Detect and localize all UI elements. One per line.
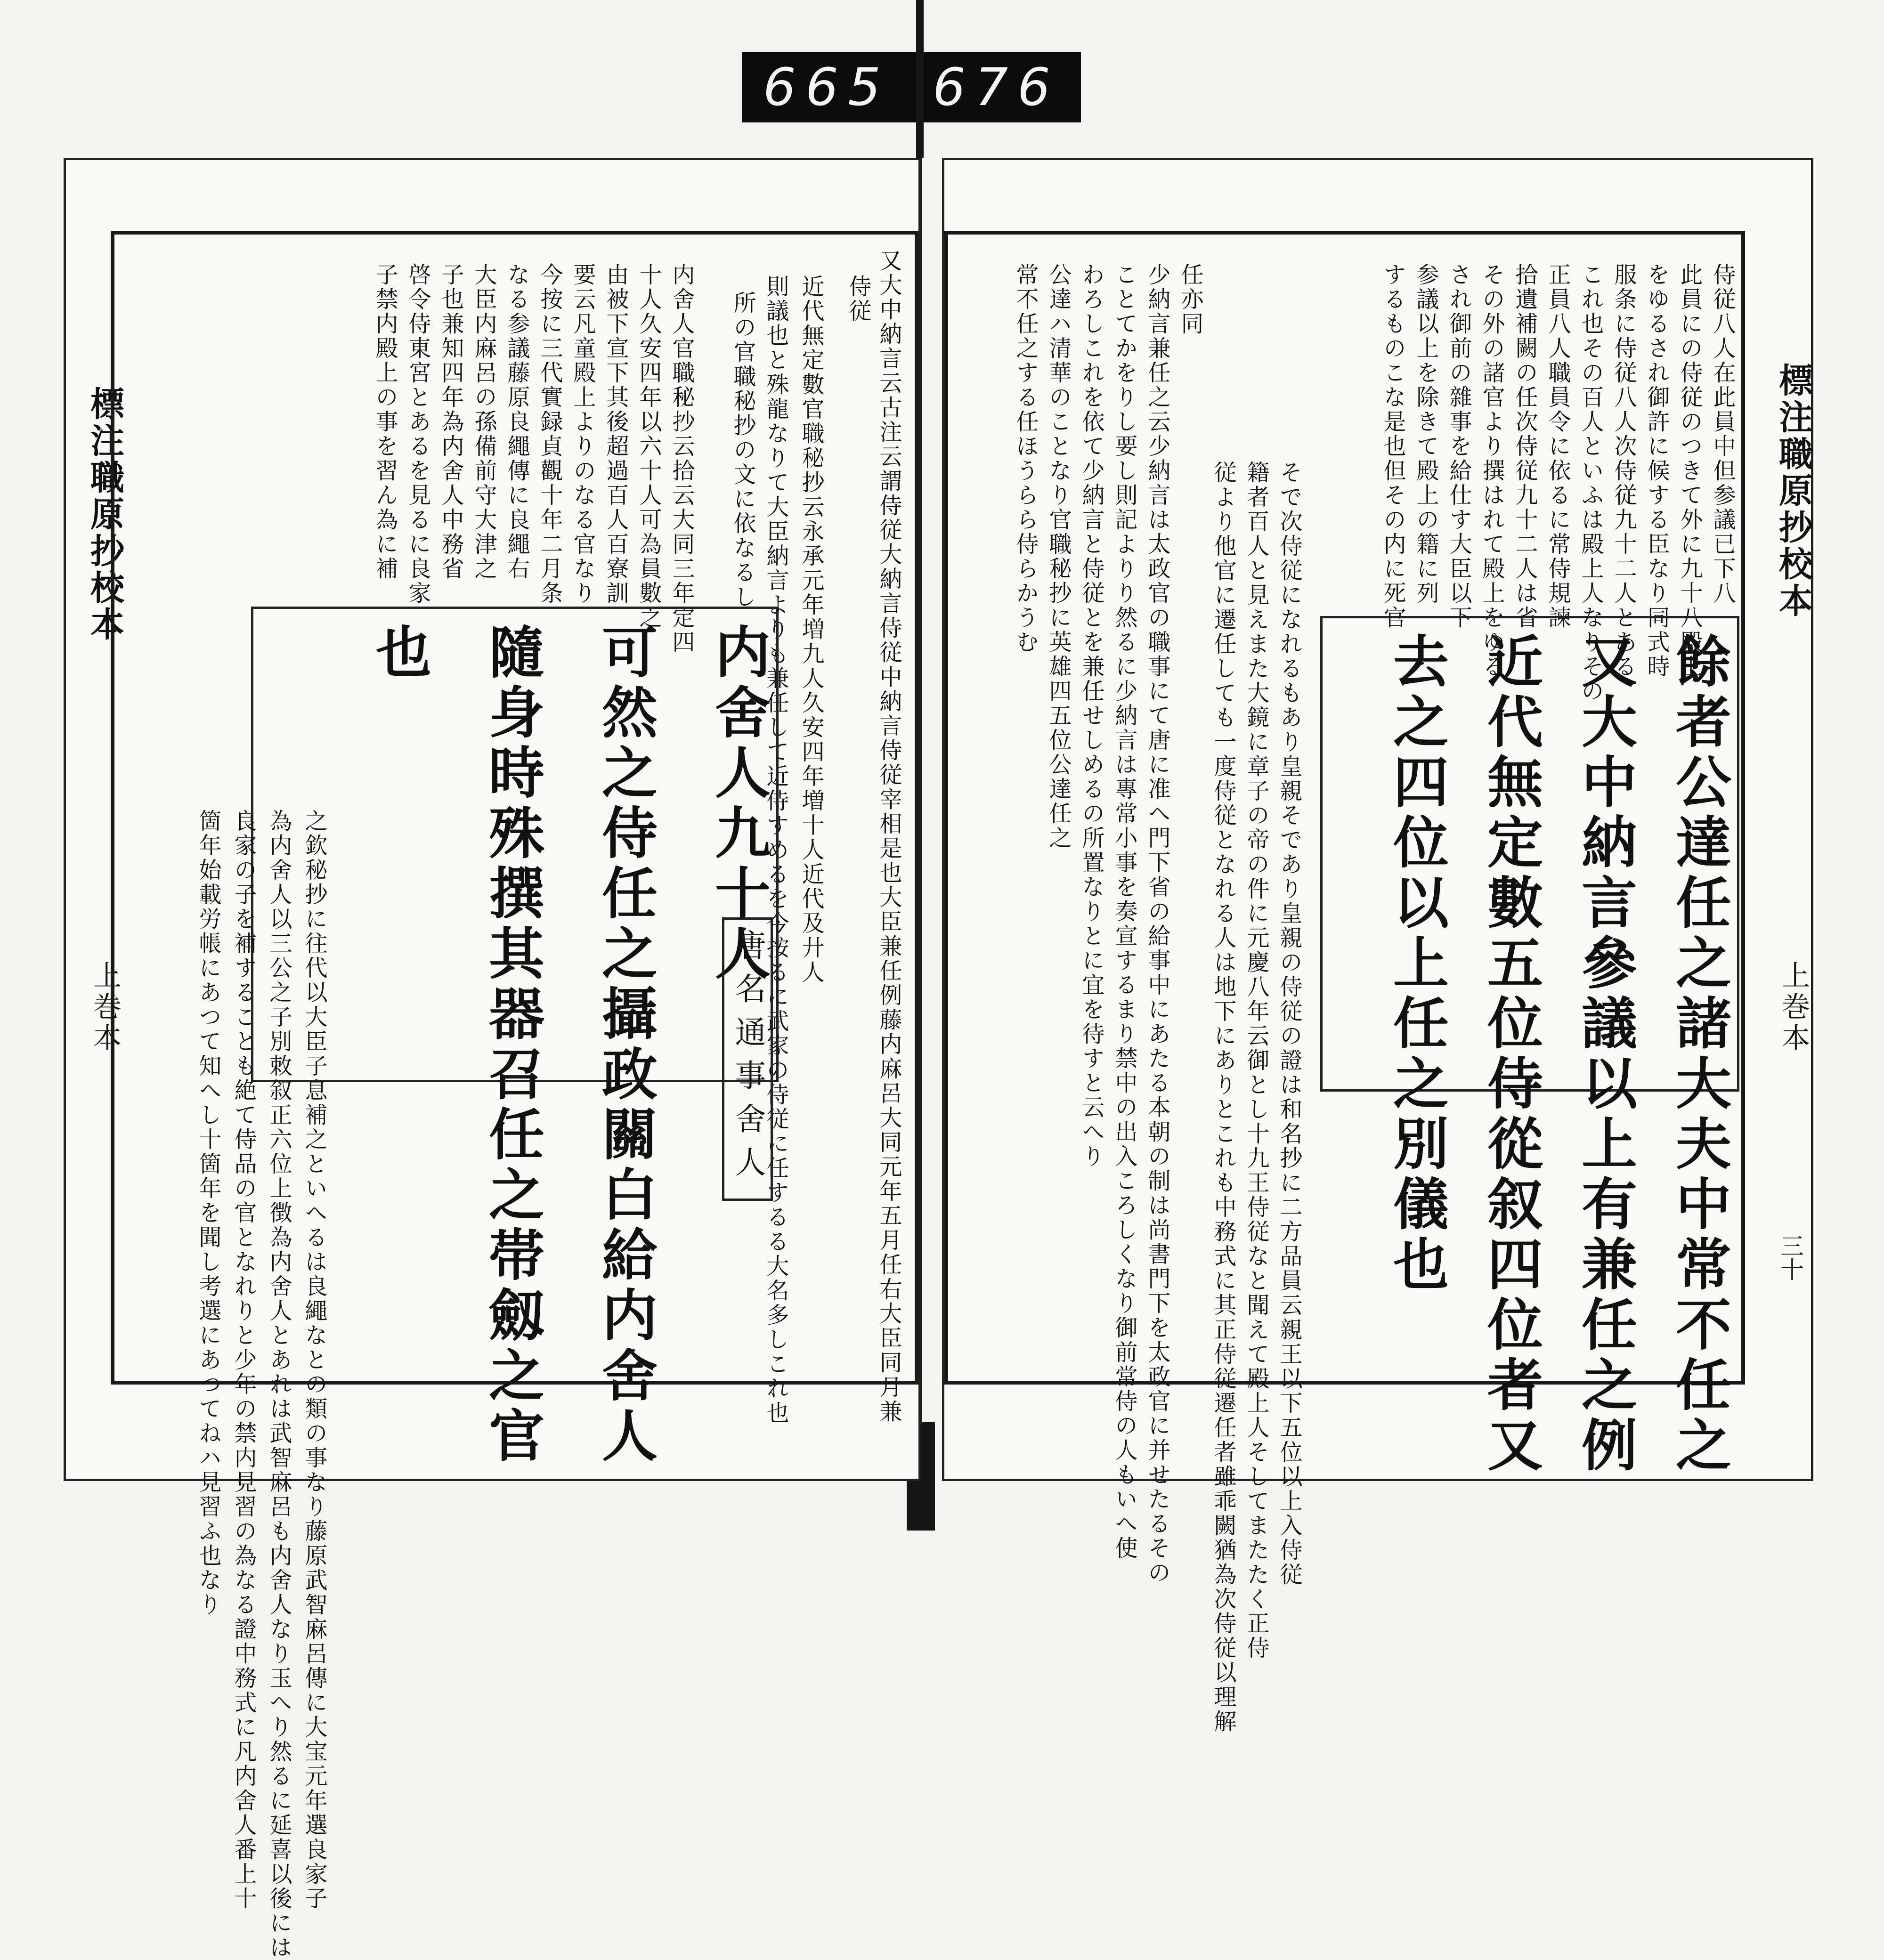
left-page-frame <box>111 231 918 1960</box>
left-col-6: 内舍人官職秘抄云拾云大同三年定四 <box>668 263 695 655</box>
right-col-4: 服条に侍従八人次侍従九十二人とある <box>1610 263 1637 679</box>
right-page <box>942 158 1813 1734</box>
left-margin-volume: 上巻本 <box>89 961 122 1054</box>
right-col-18: わろしこれを依て少納言と侍従とを兼任せしめるの所置なりとに宜を待すと云へり <box>1078 263 1104 1169</box>
binding-spine-top <box>916 0 924 158</box>
left-col-5: 所の官職秘抄の文に依なるし <box>730 291 756 609</box>
right-col-15: 任亦同 <box>1177 263 1203 336</box>
right-col-12: そで次侍従になれるもあり皇親そであり皇親の侍従の證は和名抄に二方品員云親王以下五位以上入侍従 <box>1276 461 1302 1587</box>
left-col-18: 良家の子を補することも絶て侍品の官となれりと少年の禁内見習の為なる證中務式に凡内舍人番上十 <box>230 809 257 1911</box>
right-page-frame <box>944 231 1745 1734</box>
left-col-3: 近代無定數官職秘抄云永承元年増九人久安四年増十人近代及廾人 <box>798 275 824 985</box>
left-col-13: 子也兼知四年為内舍人中務省 <box>438 263 464 581</box>
left-col-4: 則議也と殊龍なりて大臣納言よりも兼任して近侍すめるを今按るに武家の侍従に任するる大名多しこれ也 <box>763 275 789 1425</box>
left-main-line-3: 隨身時殊撰其器召任之帯劔之官 <box>479 623 545 1467</box>
right-main-line-4: 去之四位以上任之別儀也 <box>1384 632 1449 1296</box>
right-col-13: 籍者百人と見えまた大鏡に章子の帝の件に元慶八年云御とし十九王侍従なと聞えて殿上人そしてまたたく正侍 <box>1243 461 1269 1660</box>
catalog-number-2: 676 <box>933 57 1060 117</box>
right-col-9: され御前の雜事を給仕す大臣以下 <box>1445 263 1472 630</box>
right-col-3: をゆるされ御許に候する臣なり同式時 <box>1643 263 1670 679</box>
right-col-16: 少納言兼任之云少納言は太政官の職事にて唐に准へ門下省の給事中にあたる本朝の制は尚書門下を太政官に并せたるその <box>1144 263 1170 1585</box>
right-main-line-1: 餘者公達任之諸大夫中常不任之 <box>1666 632 1732 1476</box>
right-col-2: 此員にの侍従のつきて外に九十八殿上 <box>1676 263 1703 679</box>
catalog-number-1: 665 <box>763 57 890 117</box>
left-col-19: 箇年始載労帳にあつて知へし十箇年を聞し考選にあつてねハ見習ふ也なり <box>195 809 221 1617</box>
right-col-10: 参議以上を除きて殿上の籍に列 <box>1413 263 1439 606</box>
right-main-line-2: 又大中納言參議以上有兼任之例 <box>1572 632 1638 1476</box>
left-col-16: 之欽秘抄に往代以大臣子息補之といへるは良繩なとの類の事なり藤原武智麻呂傳に大宝元年選良家子 <box>301 809 327 1911</box>
left-main-line-1: 内舍人九十人 <box>706 623 771 985</box>
right-col-19: 公達ハ清華のことなり官職秘抄に英雄四五位公達任之 <box>1045 263 1072 850</box>
catalog-number-label <box>742 52 1081 122</box>
right-main-line-3: 近代無定數五位侍從叙四位者又 <box>1478 632 1543 1476</box>
page-number: 三十 <box>1777 1234 1804 1281</box>
left-col-8: 由被下宣下其後超過百人百寮訓 <box>602 263 629 606</box>
right-main-text-box <box>1320 616 1739 1476</box>
left-page <box>64 158 921 1960</box>
left-col-17: 為内舍人以三公之子別敕叙正六位上徴為内舍人とあれは武智麻呂も内舍人なり玉へり然るに延喜以後には <box>266 809 292 1960</box>
left-col-12: 大臣内麻呂の孫備前守大津之 <box>471 263 497 581</box>
left-col-7: 十人久安四年以六十人可為員數之 <box>635 263 662 630</box>
right-col-20: 常不任之する任ほうらら侍らかうむ <box>1012 263 1039 655</box>
left-margin-title: 標注職原抄校本 <box>85 386 125 643</box>
left-col-9: 要云凡童殿上よりのなる官なり <box>569 263 596 606</box>
right-col-1: 侍従八人在此員中但参議已下八 <box>1709 263 1736 606</box>
left-col-14: 啓令侍東宮とあるを見るに良家 <box>405 263 431 606</box>
right-col-14: 従より他官に遷任しても一度侍従となれる人は地下にありとこれも中務式に其正侍従遷任者雖乖闕猶為次侍従以理解 <box>1210 461 1236 1734</box>
left-col-11: なる参議藤原良繩傳に良繩右 <box>503 263 530 581</box>
right-margin-volume: 上巻本 <box>1777 961 1810 1054</box>
right-col-6: 正員八人職員令に依るに常侍規諫 <box>1544 263 1571 630</box>
tang-name-gloss-box: 唐名通事舍人 <box>722 917 773 1201</box>
left-col-2: 侍従 <box>845 275 871 324</box>
right-col-17: ことてかをりし要し則記よりり然るに少納言は專常小事を奏宣するまり禁中の出入ころしくなり御前常侍の人もいへ使 <box>1111 263 1137 1561</box>
left-col-1: 又大中納言云古注云謂侍従大納言侍従中納言侍従宰相是也大臣兼任例藤内麻呂大同元年五月任右大臣同月兼 <box>876 249 902 1424</box>
left-col-10: 今按に三代實録貞觀十年二月条 <box>536 263 563 606</box>
right-col-7: 拾遺補闕の任次侍従九十二人は省 <box>1511 263 1538 630</box>
left-col-15: 子禁内殿上の事を習ん為に補 <box>372 263 398 581</box>
right-col-11: するものこな是也但その内に死官 <box>1380 263 1406 630</box>
right-col-8: その外の諸官より撰はれて殿上をゆる <box>1478 263 1505 679</box>
right-margin-title: 標注職原抄校本 <box>1773 363 1813 620</box>
right-col-5: これ也その百人といふは殿上人なりその <box>1577 263 1604 704</box>
left-main-line-2: 可然之侍任之攝政關白給内舍人 <box>593 623 658 1467</box>
left-main-line-4: 也 <box>366 623 432 683</box>
